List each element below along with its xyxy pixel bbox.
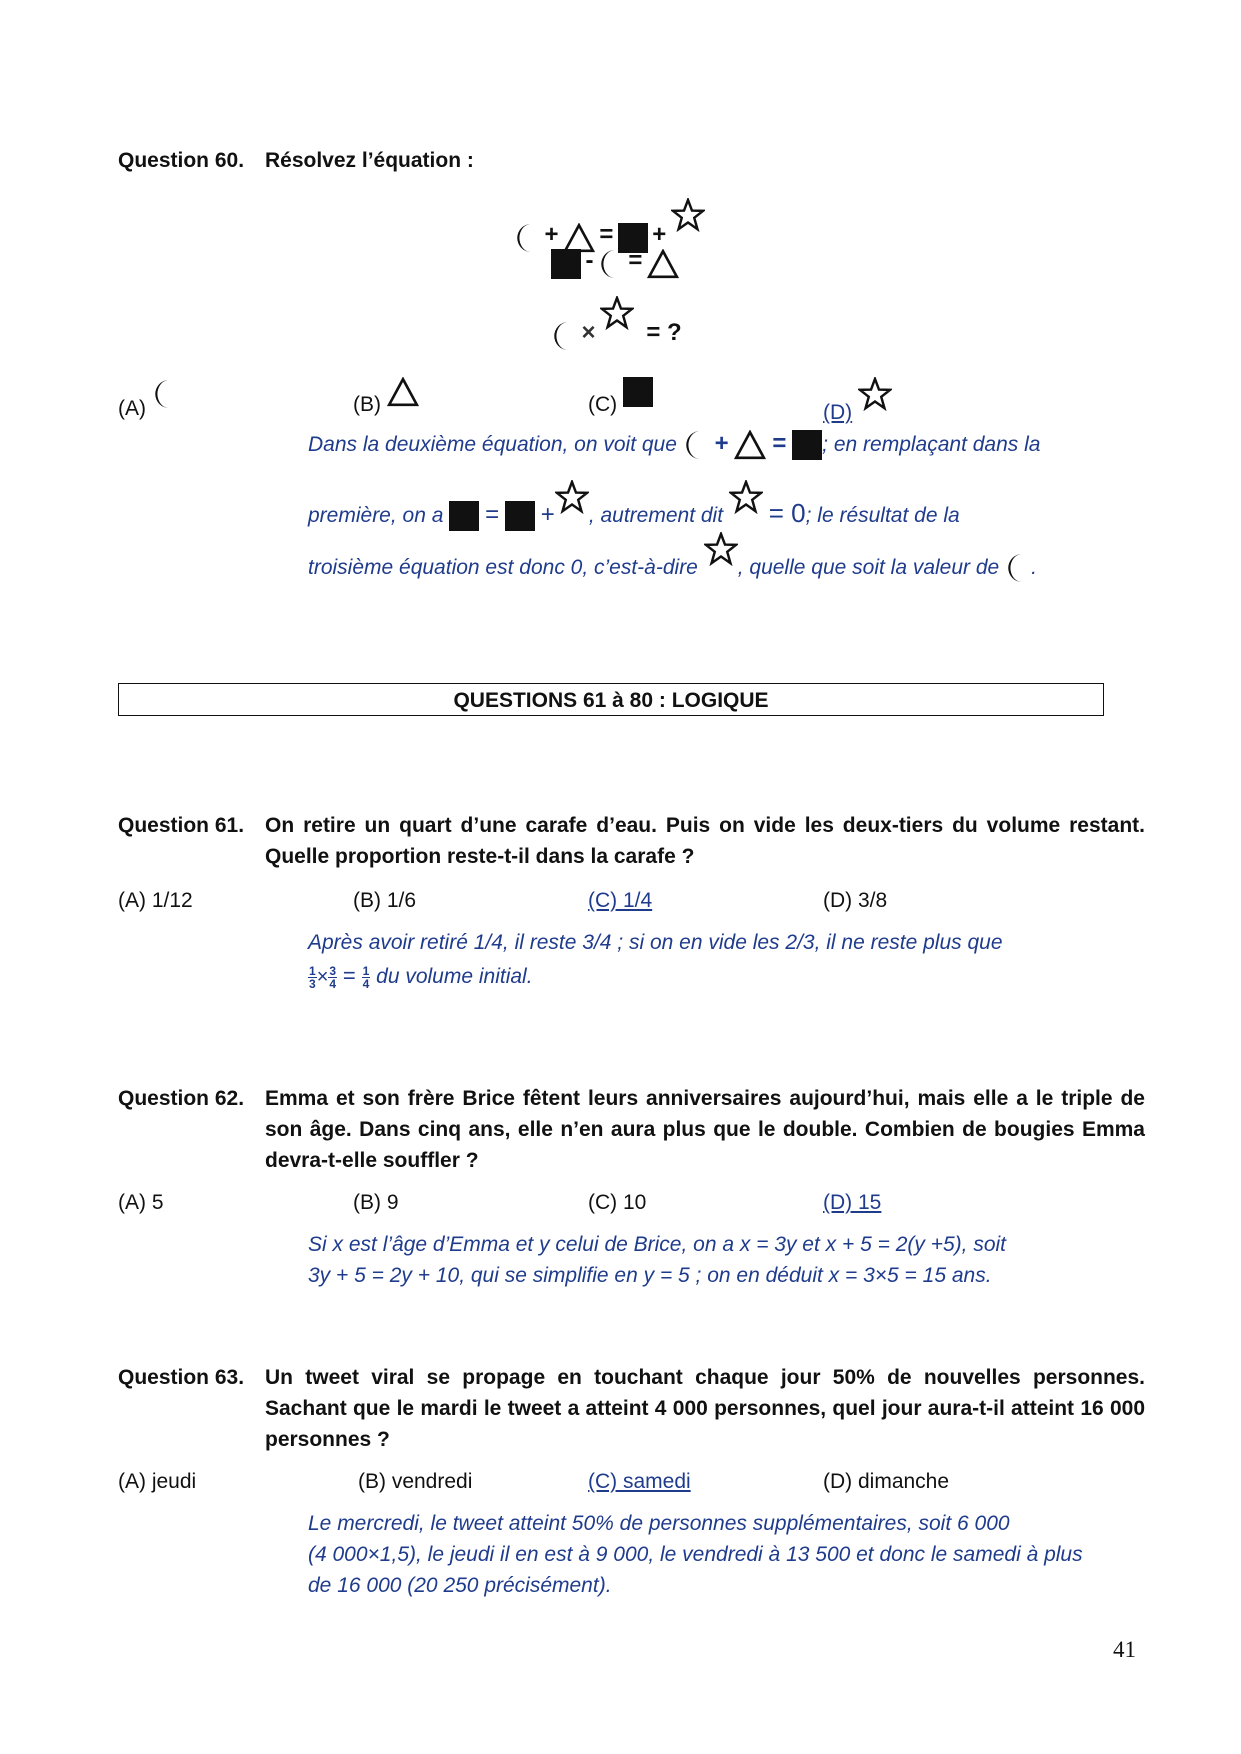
triangle-icon bbox=[734, 430, 766, 460]
square-icon bbox=[792, 430, 822, 460]
question-63-label: Question 63. bbox=[118, 1366, 245, 1389]
q61-option-b[interactable]: (B) 1/6 bbox=[353, 889, 417, 912]
star-icon bbox=[729, 480, 763, 514]
q63-option-d[interactable]: (D) dimanche bbox=[823, 1470, 950, 1493]
square-icon bbox=[449, 501, 479, 531]
q62-option-c[interactable]: (C) 10 bbox=[588, 1191, 647, 1214]
star-icon bbox=[704, 532, 738, 566]
q63-explanation-line-2: (4 000×1,5), le jeudi il en est à 9 000, le vendredi à 13 500 et donc le samedi à plus bbox=[308, 1543, 1083, 1566]
q60-option-a[interactable]: (A) bbox=[118, 377, 178, 421]
moon-icon bbox=[152, 377, 178, 411]
star-icon bbox=[600, 296, 634, 330]
star-icon bbox=[671, 198, 705, 232]
q62-option-a[interactable]: (A) 5 bbox=[118, 1191, 164, 1214]
times-icon: × bbox=[581, 319, 596, 346]
page-number: 41 bbox=[1113, 1637, 1136, 1662]
moon-icon bbox=[514, 221, 540, 255]
q63-option-b[interactable]: (B) vendredi bbox=[358, 1470, 473, 1493]
equation-2: - = bbox=[551, 247, 679, 281]
question-60-label: Question 60. bbox=[118, 149, 245, 172]
q62-explanation-line-1: Si x est l’âge d’Emma et y celui de Brice, on a x = 3y et x + 5 = 2(y +5), soit bbox=[308, 1233, 1006, 1256]
q61-option-d[interactable]: (D) 3/8 bbox=[823, 889, 888, 912]
question-60-text: Résolvez l’équation : bbox=[265, 149, 474, 172]
fraction: $\frac{1}{4}$ bbox=[362, 963, 370, 991]
section-banner: QUESTIONS 61 à 80 : LOGIQUE bbox=[118, 683, 1104, 716]
question-62-label: Question 62. bbox=[118, 1087, 245, 1110]
question-61-text: On retire un quart d’une carafe d’eau. Puis on vide les deux-tiers du volume restant. Quelle proportion reste-t-il dans la carafe ? bbox=[265, 814, 1145, 868]
triangle-icon bbox=[647, 249, 679, 279]
q62-explanation-line-2: 3y + 5 = 2y + 10, qui se simplifie en y = 5 ; on en déduit x = 3×5 = 15 ans. bbox=[308, 1264, 992, 1287]
q63-explanation-line-1: Le mercredi, le tweet atteint 50% de personnes supplémentaires, soit 6 000 bbox=[308, 1512, 1010, 1535]
q62-option-d[interactable]: (D) 15 bbox=[823, 1191, 882, 1214]
q60-option-b[interactable]: (B) bbox=[353, 377, 419, 417]
equation-3: × = ? bbox=[551, 296, 682, 353]
question-61-label: Question 61. bbox=[118, 814, 245, 837]
q60-option-d[interactable]: (D) bbox=[823, 377, 892, 425]
q62-option-b[interactable]: (B) 9 bbox=[353, 1191, 399, 1214]
moon-icon bbox=[598, 247, 624, 281]
q61-explanation-line-2: $\frac{1}{3}$ × $\frac{3}{4}$ = $\frac{1}{4}$ du volume initial. bbox=[309, 963, 533, 991]
moon-icon bbox=[551, 319, 577, 353]
q63-option-a[interactable]: (A) jeudi bbox=[118, 1470, 197, 1493]
square-icon bbox=[505, 501, 535, 531]
q60-explanation-line-3: troisième équation est donc 0, c’est-à-dire , quelle que soit la valeur de . bbox=[308, 532, 1037, 585]
q63-option-c[interactable]: (C) samedi bbox=[588, 1470, 691, 1493]
q63-explanation-line-3: de 16 000 (20 250 précisément). bbox=[308, 1574, 612, 1597]
q61-option-c[interactable]: (C) 1/4 bbox=[588, 889, 653, 912]
q60-explanation-line-2: première, on a = + , autrement dit = 0; le résultat de la bbox=[308, 480, 960, 531]
triangle-icon bbox=[387, 377, 419, 407]
q61-option-a[interactable]: (A) 1/12 bbox=[118, 889, 193, 912]
fraction: $\frac{3}{4}$ bbox=[329, 963, 337, 991]
square-icon bbox=[551, 249, 581, 279]
square-icon bbox=[623, 377, 653, 407]
star-icon bbox=[858, 377, 892, 411]
equation-1: + = + bbox=[514, 198, 705, 255]
fraction: $\frac{1}{3}$ bbox=[309, 963, 316, 991]
moon-icon bbox=[683, 428, 709, 462]
q60-option-c[interactable]: (C) bbox=[588, 377, 653, 417]
q61-explanation-line-1: Après avoir retiré 1/4, il reste 3/4 ; si on en vide les 2/3, il ne reste plus que bbox=[308, 931, 1003, 954]
question-63-text: Un tweet viral se propage en touchant chaque jour 50% de nouvelles personnes. Sachant que le mardi le tweet a atteint 4 000 personnes, quel jour aura-t-il atteint 16 000 personnes ? bbox=[265, 1366, 1145, 1451]
moon-icon bbox=[1005, 551, 1031, 585]
q60-explanation-line-1: Dans la deuxième équation, on voit que + = ; en remplaçant dans la bbox=[308, 428, 1040, 462]
question-62-text: Emma et son frère Brice fêtent leurs anniversaires aujourd’hui, mais elle a le triple de son âge. Dans cinq ans, elle n’en aura plus que le double. Combien de bougies Emma devra-t-elle souffler ? bbox=[265, 1087, 1145, 1172]
star-icon bbox=[555, 480, 589, 514]
